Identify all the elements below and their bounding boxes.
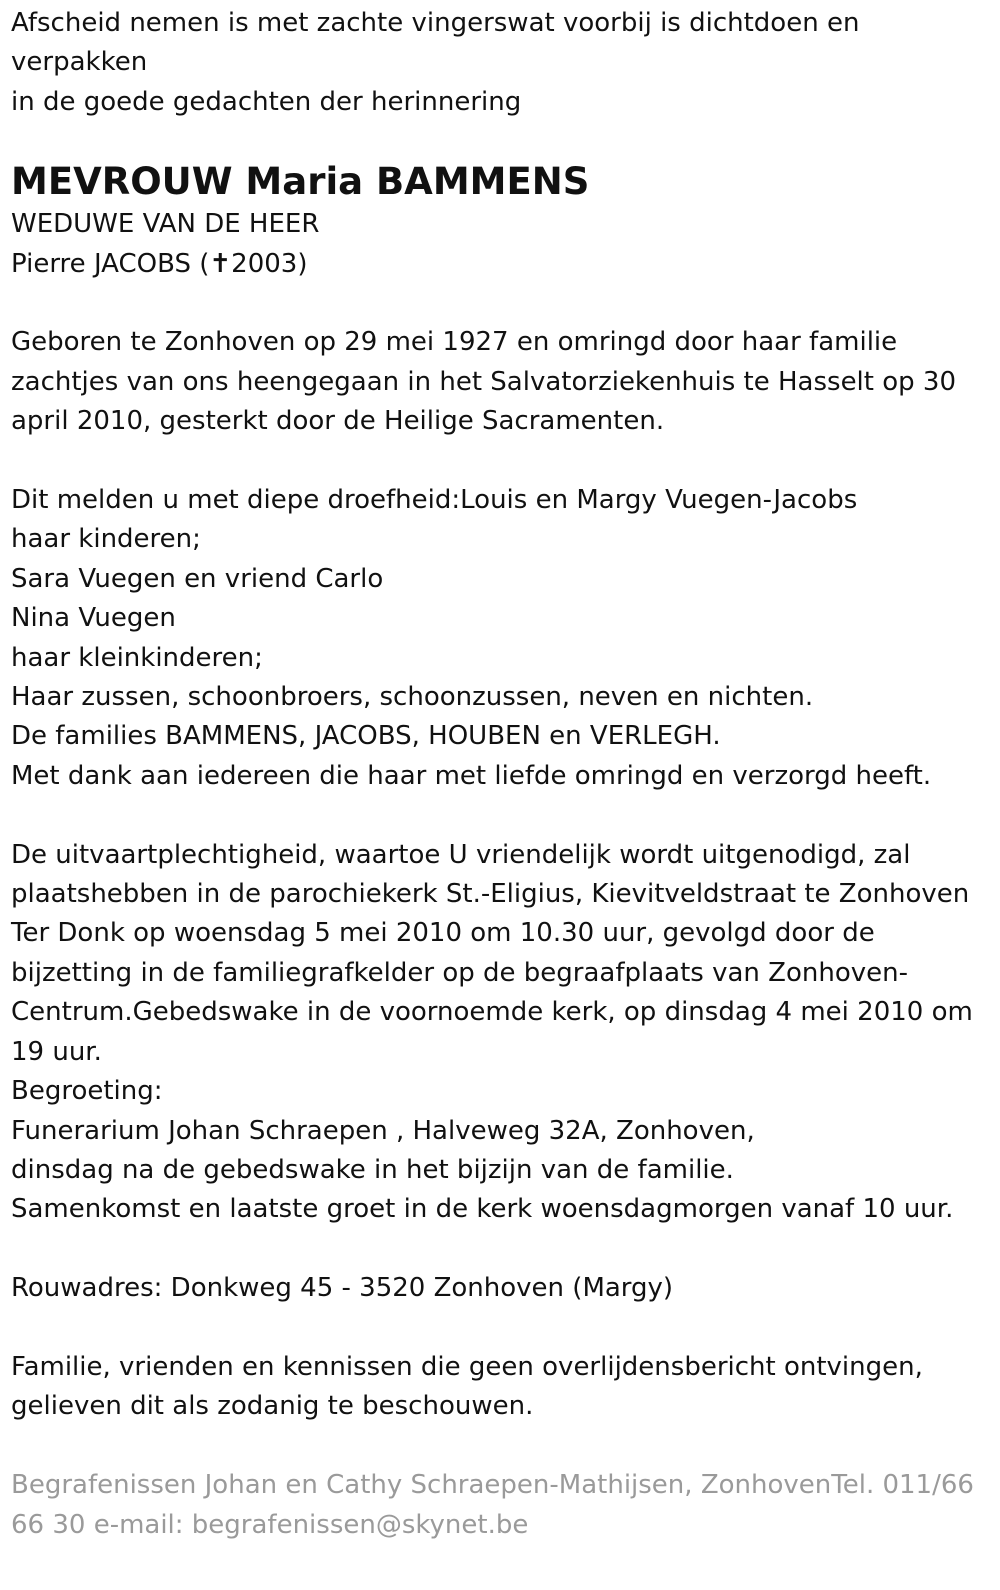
- intro-line: in de goede gedachten der herinnering: [11, 86, 522, 117]
- funeral-home-footer: [11, 1466, 989, 1545]
- paragraph-line: Haar zussen, schoonbroers, schoonzussen, neven en nichten.: [11, 682, 814, 713]
- paragraph-line: zachtjes van ons heengegaan in het Salvatorziekenhuis te Hasselt op 30: [11, 366, 957, 397]
- paragraph-line: Nina Vuegen: [11, 603, 176, 634]
- footer-line: Begrafenissen Johan en Cathy Schraepen-Mathijsen, ZonhovenTel. 011/66: [11, 1470, 974, 1501]
- paragraph-line: bijzetting in de familiegrafkelder op de begraafplaats van Zonhoven-: [11, 957, 908, 988]
- paragraph-line: 19 uur.: [11, 1036, 102, 1067]
- paragraph-line: De uitvaartplechtigheid, waartoe U vriendelijk wordt uitgenodigd, zal: [11, 839, 911, 870]
- intro-line: verpakken: [11, 47, 148, 78]
- paragraph-line: Dit melden u met diepe droefheid:Louis en Margy Vuegen-Jacobs: [11, 485, 858, 516]
- spacer: [11, 1230, 989, 1269]
- notice-paragraph: [11, 1348, 989, 1427]
- intro-verse: [11, 4, 989, 122]
- mourning-address: [11, 1269, 989, 1308]
- paragraph-line: plaatshebben in de parochiekerk St.-Eligius, Kievitveldstraat te Zonhoven: [11, 879, 970, 910]
- deceased-subtitle: WEDUWE VAN DE HEER: [11, 209, 320, 240]
- footer-line: 66 30 e-mail: begrafenissen@skynet.be: [11, 1509, 529, 1540]
- paragraph-line: april 2010, gesterkt door de Heilige Sacramenten.: [11, 406, 665, 437]
- spacer: [11, 284, 989, 323]
- spacer: [11, 1427, 989, 1466]
- address-line: Rouwadres: Donkweg 45 - 3520 Zonhoven (Margy): [11, 1273, 674, 1304]
- deceased-subtitle: Pierre JACOBS (✝2003): [11, 248, 308, 279]
- paragraph-line: Met dank aan iedereen die haar met liefde omringd en verzorgd heeft.: [11, 760, 932, 791]
- paragraph-line: Ter Donk op woensdag 5 mei 2010 om 10.30 uur, gevolgd door de: [11, 918, 875, 949]
- paragraph-line: Centrum.Gebedswake in de voornoemde kerk, op dinsdag 4 mei 2010 om: [11, 997, 973, 1028]
- spacer: [11, 1309, 989, 1348]
- paragraph-line: gelieven dit als zodanig te beschouwen.: [11, 1391, 534, 1422]
- deceased-block: [11, 159, 989, 284]
- spacer: [11, 442, 989, 481]
- spacer: [11, 796, 989, 835]
- paragraph-line: De families BAMMENS, JACOBS, HOUBEN en VERLEGH.: [11, 721, 721, 752]
- paragraph-line: Samenkomst en laatste groet in de kerk woensdagmorgen vanaf 10 uur.: [11, 1194, 954, 1225]
- paragraph-line: haar kleinkinderen;: [11, 642, 263, 673]
- family-paragraph: [11, 481, 989, 796]
- paragraph-line: Familie, vrienden en kennissen die geen overlijdensbericht ontvingen,: [11, 1351, 923, 1382]
- paragraph-line: dinsdag na de gebedswake in het bijzijn van de familie.: [11, 1154, 734, 1185]
- deceased-name: MEVROUW Maria BAMMENS: [11, 160, 590, 204]
- intro-line: Afscheid nemen is met zachte vingerswat voorbij is dichtdoen en: [11, 8, 860, 38]
- birth-death-paragraph: [11, 323, 989, 441]
- paragraph-line: Geboren te Zonhoven op 29 mei 1927 en omringd door haar familie: [11, 327, 898, 358]
- paragraph-line: Begroeting:: [11, 1076, 163, 1107]
- paragraph-line: Funerarium Johan Schraepen , Halveweg 32A, Zonhoven,: [11, 1115, 755, 1146]
- paragraph-line: haar kinderen;: [11, 524, 201, 555]
- paragraph-line: Sara Vuegen en vriend Carlo: [11, 563, 384, 594]
- spacer: [11, 122, 989, 152]
- ceremony-paragraph: [11, 836, 989, 1230]
